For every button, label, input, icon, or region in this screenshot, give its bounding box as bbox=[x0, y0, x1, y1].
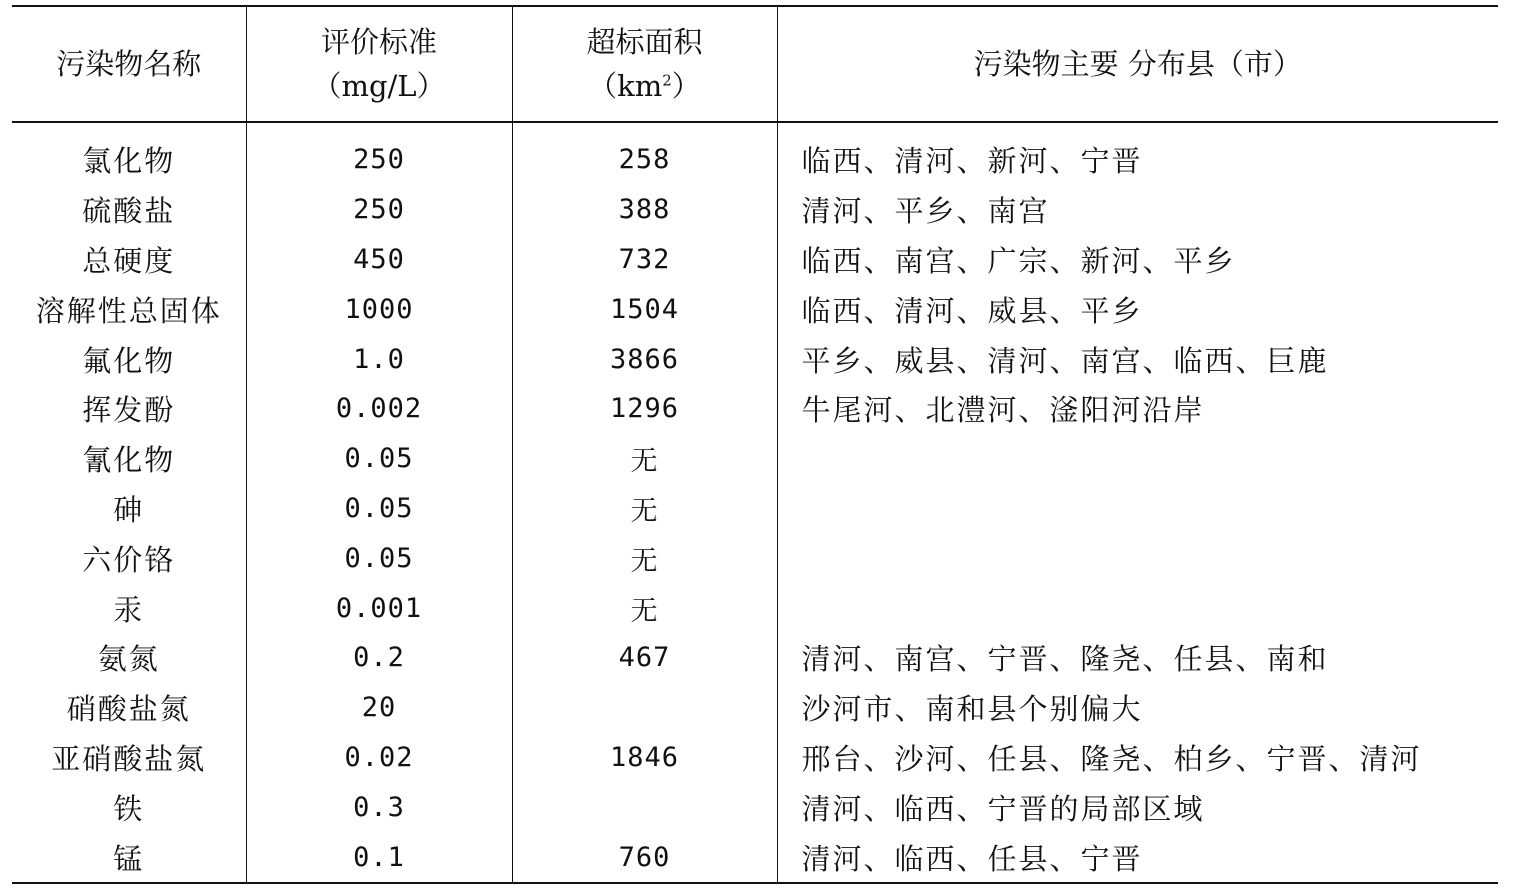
distribution-counties-cell: 临西、南宫、广宗、新河、平乡 bbox=[777, 235, 1498, 285]
distribution-counties-cell: 平乡、威县、清河、南宫、临西、巨鹿 bbox=[777, 334, 1498, 384]
standard-value-cell: 0.05 bbox=[246, 484, 512, 534]
pollutant-name-cell: 汞 bbox=[113, 592, 145, 627]
exceed-area-cell: 467 bbox=[512, 633, 777, 683]
distribution-counties-cell: 牛尾河、北澧河、滏阳河沿岸 bbox=[777, 384, 1498, 434]
table-row bbox=[12, 334, 1498, 384]
exceed-area-cell bbox=[512, 782, 777, 832]
distribution-counties-cell: 临西、清河、威县、平乡 bbox=[777, 284, 1498, 334]
header-pollutant-name-label: 污染物名称 bbox=[56, 47, 202, 81]
exceed-area-cell: 1846 bbox=[512, 733, 777, 783]
pollutant-table bbox=[12, 5, 1498, 884]
pollutant-name-cell: 硫酸盐 bbox=[82, 194, 176, 229]
table-header bbox=[12, 6, 1498, 122]
exceed-area-cell: 388 bbox=[512, 185, 777, 235]
standard-value-cell: 0.001 bbox=[246, 583, 512, 633]
distribution-counties-cell bbox=[777, 484, 1498, 534]
table-row bbox=[12, 583, 1498, 633]
pollutant-name-cell: 亚硝酸盐氮 bbox=[51, 741, 207, 776]
pollutant-name-cell: 氰化物 bbox=[82, 443, 176, 478]
exceed-area-cell: 无 bbox=[512, 434, 777, 484]
exceed-area-cell: 3866 bbox=[512, 334, 777, 384]
header-area-title: 超标面积 bbox=[586, 25, 703, 59]
standard-value-cell: 250 bbox=[246, 185, 512, 235]
distribution-counties-cell bbox=[777, 583, 1498, 633]
pollutant-name-cell: 总硬度 bbox=[82, 243, 176, 278]
pollutant-name-cell: 挥发酚 bbox=[82, 393, 176, 428]
standard-value-cell: 20 bbox=[246, 683, 512, 733]
pollutant-name-cell: 氟化物 bbox=[82, 343, 176, 378]
table-row bbox=[12, 733, 1498, 783]
exceed-area-cell bbox=[512, 683, 777, 733]
standard-value-cell: 450 bbox=[246, 235, 512, 285]
header-area bbox=[512, 6, 777, 122]
standard-value-cell: 0.05 bbox=[246, 434, 512, 484]
header-row bbox=[12, 6, 1498, 122]
table-row bbox=[12, 122, 1498, 185]
exceed-area-cell: 1504 bbox=[512, 284, 777, 334]
standard-value-cell: 0.2 bbox=[246, 633, 512, 683]
table-row bbox=[12, 683, 1498, 733]
pollutant-name-cell: 溶解性总固体 bbox=[35, 293, 222, 328]
standard-value-cell: 1000 bbox=[246, 284, 512, 334]
pollutant-name-cell: 六价铬 bbox=[82, 542, 176, 577]
header-area-unit-pre: （km bbox=[588, 69, 663, 103]
header-standard bbox=[246, 6, 512, 122]
header-pollutant-name bbox=[12, 6, 246, 122]
table-row bbox=[12, 782, 1498, 832]
exceed-area-cell: 732 bbox=[512, 235, 777, 285]
distribution-counties-cell bbox=[777, 533, 1498, 583]
distribution-counties-cell: 沙河市、南和县个别偏大 bbox=[777, 683, 1498, 733]
header-standard-title: 评价标准 bbox=[320, 25, 437, 59]
standard-value-cell: 0.002 bbox=[246, 384, 512, 434]
table-row bbox=[12, 434, 1498, 484]
standard-value-cell: 1.0 bbox=[246, 334, 512, 384]
table-row bbox=[12, 832, 1498, 883]
distribution-counties-cell bbox=[777, 434, 1498, 484]
distribution-counties-cell: 清河、临西、任县、宁晋 bbox=[777, 832, 1498, 883]
distribution-counties-cell: 清河、南宫、宁晋、隆尧、任县、南和 bbox=[777, 633, 1498, 683]
standard-value-cell: 0.02 bbox=[246, 733, 512, 783]
exceed-area-cell: 无 bbox=[512, 583, 777, 633]
pollutant-name-cell: 氨氮 bbox=[97, 642, 160, 677]
exceed-area-cell: 1296 bbox=[512, 384, 777, 434]
standard-value-cell: 0.05 bbox=[246, 533, 512, 583]
exceed-area-cell: 760 bbox=[512, 832, 777, 883]
exceed-area-cell: 无 bbox=[512, 533, 777, 583]
table-row bbox=[12, 633, 1498, 683]
header-area-unit-post: ） bbox=[671, 69, 701, 103]
distribution-counties-cell: 清河、平乡、南宫 bbox=[777, 185, 1498, 235]
table-row bbox=[12, 533, 1498, 583]
distribution-counties-cell: 邢台、沙河、任县、隆尧、柏乡、宁晋、清河 bbox=[777, 733, 1498, 783]
pollutant-name-cell: 砷 bbox=[113, 492, 145, 527]
table-body bbox=[12, 122, 1498, 883]
table-row bbox=[12, 484, 1498, 534]
pollutant-name-cell: 硝酸盐氮 bbox=[66, 692, 191, 727]
table-row bbox=[12, 185, 1498, 235]
table-row bbox=[12, 235, 1498, 285]
pollutant-name-cell: 锰 bbox=[12, 832, 246, 883]
distribution-counties-cell: 清河、临西、宁晋的局部区域 bbox=[777, 782, 1498, 832]
table-row bbox=[12, 284, 1498, 334]
header-area-unit-sup: 2 bbox=[662, 71, 672, 90]
exceed-area-cell: 258 bbox=[512, 122, 777, 185]
table-row bbox=[12, 384, 1498, 434]
pollutant-name-cell: 氯化物 bbox=[82, 144, 176, 179]
exceed-area-cell: 无 bbox=[512, 484, 777, 534]
distribution-counties-cell: 临西、清河、新河、宁晋 bbox=[777, 122, 1498, 185]
header-counties bbox=[777, 6, 1498, 122]
header-area-unit bbox=[513, 64, 777, 108]
standard-value-cell: 0.3 bbox=[246, 782, 512, 832]
pollutant-name-cell: 铁 bbox=[113, 791, 145, 826]
standard-value-cell: 0.1 bbox=[246, 832, 512, 883]
header-counties-label: 污染物主要 分布县（市） bbox=[973, 47, 1302, 81]
header-standard-unit: （mg/L） bbox=[312, 69, 446, 103]
standard-value-cell: 250 bbox=[246, 122, 512, 185]
